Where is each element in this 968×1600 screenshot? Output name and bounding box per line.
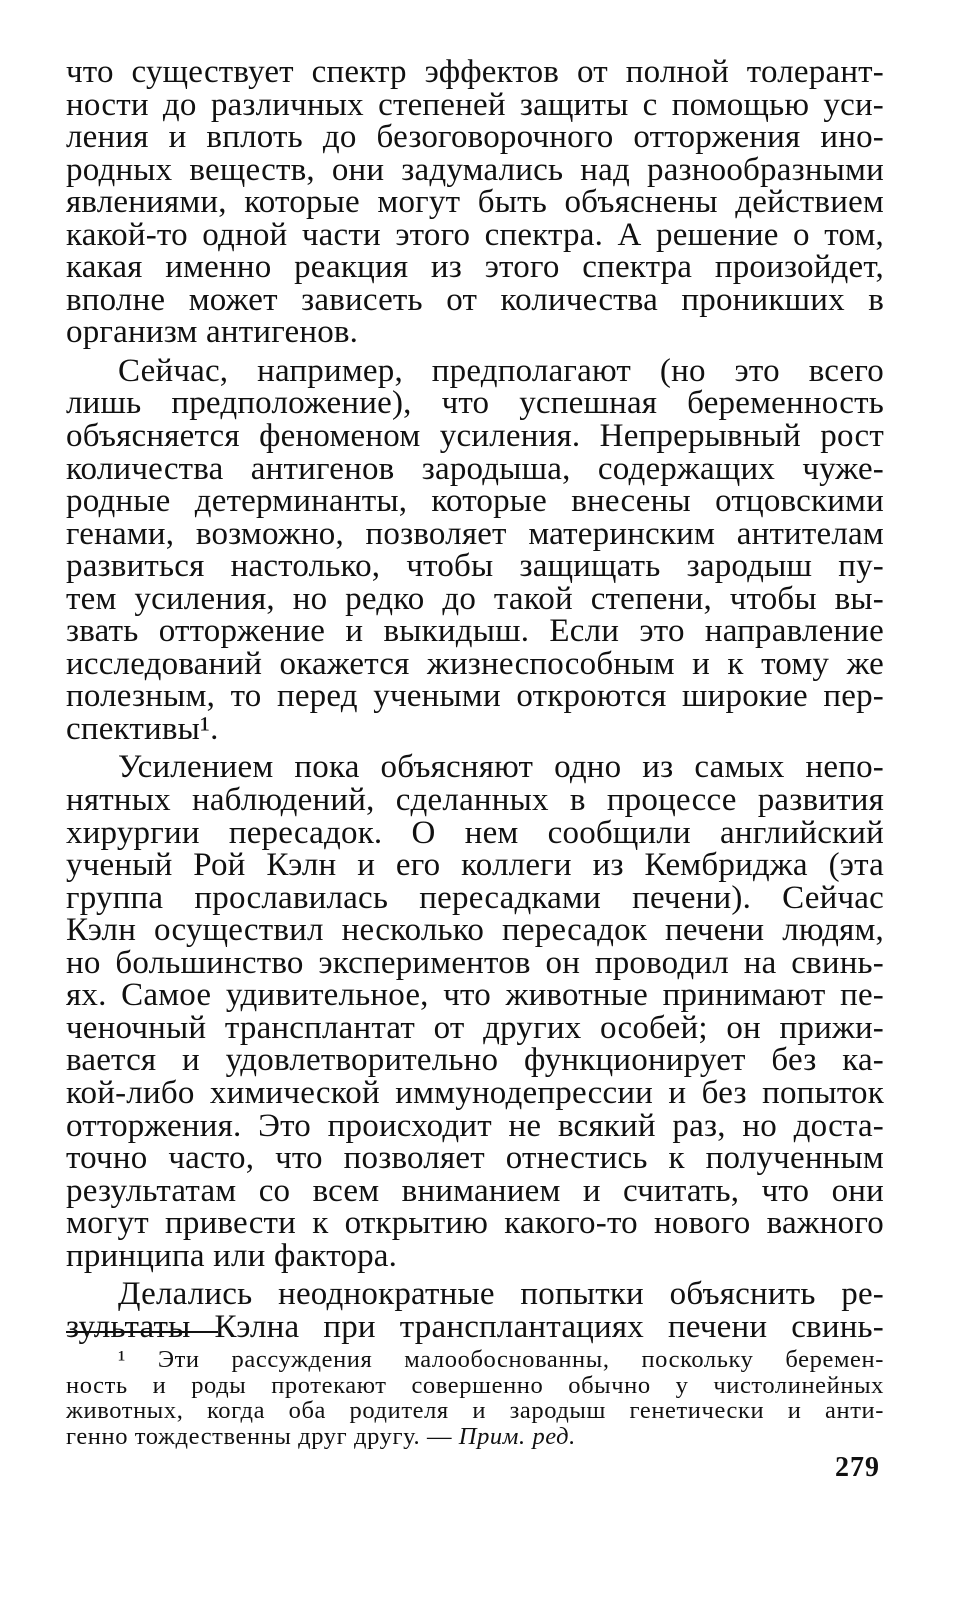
text-line: могут привести к открытию какого-то нового важного bbox=[66, 1205, 884, 1242]
text-line: группа прославилась пересадками печени). Сейчас bbox=[66, 879, 884, 916]
paragraph-1 bbox=[66, 56, 884, 349]
footnote-last-line bbox=[66, 1424, 884, 1450]
text-line: лишь предположение), что успешная беременность bbox=[66, 385, 884, 422]
footnote bbox=[66, 1347, 884, 1449]
text-line: Сейчас, например, предполагают (но это всего bbox=[118, 352, 884, 389]
text-line: вается и удовлетворительно функционирует без ка- bbox=[66, 1042, 884, 1079]
text-line: ученый Рой Кэлн и его коллеги из Кембриджа (эта bbox=[66, 847, 884, 884]
footnote-line: ¹ Эти рассуждения малообоснованны, поскольку беремен- bbox=[118, 1346, 884, 1373]
text-line: генами, возможно, позволяет материнским антителам bbox=[66, 515, 884, 552]
footnote-line: ность и роды протекают совершенно обычно у чистолинейных bbox=[66, 1371, 884, 1399]
text-line: родные детерминанты, которые внесены отцовскими bbox=[66, 483, 884, 520]
text-line: родных веществ, они задумались над разнообразными bbox=[66, 151, 884, 188]
text-line: кой-либо химической иммунодепрессии и без попыток bbox=[66, 1074, 884, 1111]
text-line: спективы¹. bbox=[66, 710, 219, 747]
text-line: развиться настолько, чтобы защищать зародыш пу- bbox=[66, 548, 884, 585]
text-line: ления и вплоть до безоговорочного отторжения ино- bbox=[66, 119, 884, 156]
text-line: принципа или фактора. bbox=[66, 1237, 398, 1274]
text-line: объясняется феноменом усиления. Непрерывный рост bbox=[66, 418, 884, 455]
text-line: хирургии пересадок. О нем сообщили английский bbox=[66, 814, 884, 851]
text-line: точно часто, что позволяет отнестись к полученным bbox=[66, 1140, 884, 1177]
text-line: но большинство экспериментов он проводил на свинь- bbox=[66, 944, 884, 981]
text-line: зультаты Кэлна при трансплантациях печени свинь- bbox=[66, 1308, 884, 1345]
paragraph-2 bbox=[66, 352, 884, 747]
text-line: количества антигенов зародыша, содержащих чуже- bbox=[66, 450, 884, 487]
text-line: Делались неоднократные попытки объяснить ре- bbox=[118, 1276, 884, 1313]
paragraph-3 bbox=[66, 751, 884, 1272]
text-line: явлениями, которые могут быть объяснены действием bbox=[66, 184, 884, 221]
paragraph-4 bbox=[66, 1278, 884, 1343]
footnote-text: генно тождественны друг другу. — bbox=[66, 1422, 459, 1450]
text-line: какой-то одной части этого спектра. А решение о том, bbox=[66, 216, 884, 253]
text-line: нятных наблюдений, сделанных в процессе развития bbox=[66, 782, 884, 819]
text-line: отторжения. Это происходит не всякий раз, но доста- bbox=[66, 1107, 884, 1144]
text-line: Усилением пока объясняют одно из самых непо- bbox=[118, 749, 884, 786]
text-line: ности до различных степеней защиты с помощью уси- bbox=[66, 86, 884, 123]
text-line: организм антигенов. bbox=[66, 314, 359, 351]
text-line: ях. Самое удивительное, что животные принимают пе- bbox=[66, 977, 884, 1014]
editor-note: Прим. ред. bbox=[458, 1422, 576, 1450]
text-line: исследований окажется жизнеспособным и к тому же bbox=[66, 645, 884, 682]
text-line: тем усиления, но редко до такой степени, чтобы вы- bbox=[66, 580, 884, 617]
text-line: какая именно реакция из этого спектра произойдет, bbox=[66, 249, 884, 286]
text-line: звать отторжение и выкидыш. Если это направление bbox=[66, 613, 884, 650]
text-line: ченочный трансплантат от других особей; он прижи- bbox=[66, 1009, 884, 1046]
text-line: Кэлн осуществил несколько пересадок печени людям, bbox=[66, 912, 884, 949]
text-line: что существует спектр эффектов от полной толерант- bbox=[66, 54, 884, 90]
text-line: вполне может зависеть от количества проникших в bbox=[66, 281, 884, 318]
text-line: результатам со всем вниманием и считать, что они bbox=[66, 1172, 884, 1209]
footnote-divider bbox=[66, 1331, 218, 1333]
page-number: 279 bbox=[835, 1452, 880, 1483]
text-line: полезным, то перед учеными откроются широкие пер- bbox=[66, 678, 884, 715]
main-text bbox=[66, 56, 884, 1349]
footnote-line: животных, когда оба родителя и зародыш генетически и анти- bbox=[66, 1397, 884, 1424]
